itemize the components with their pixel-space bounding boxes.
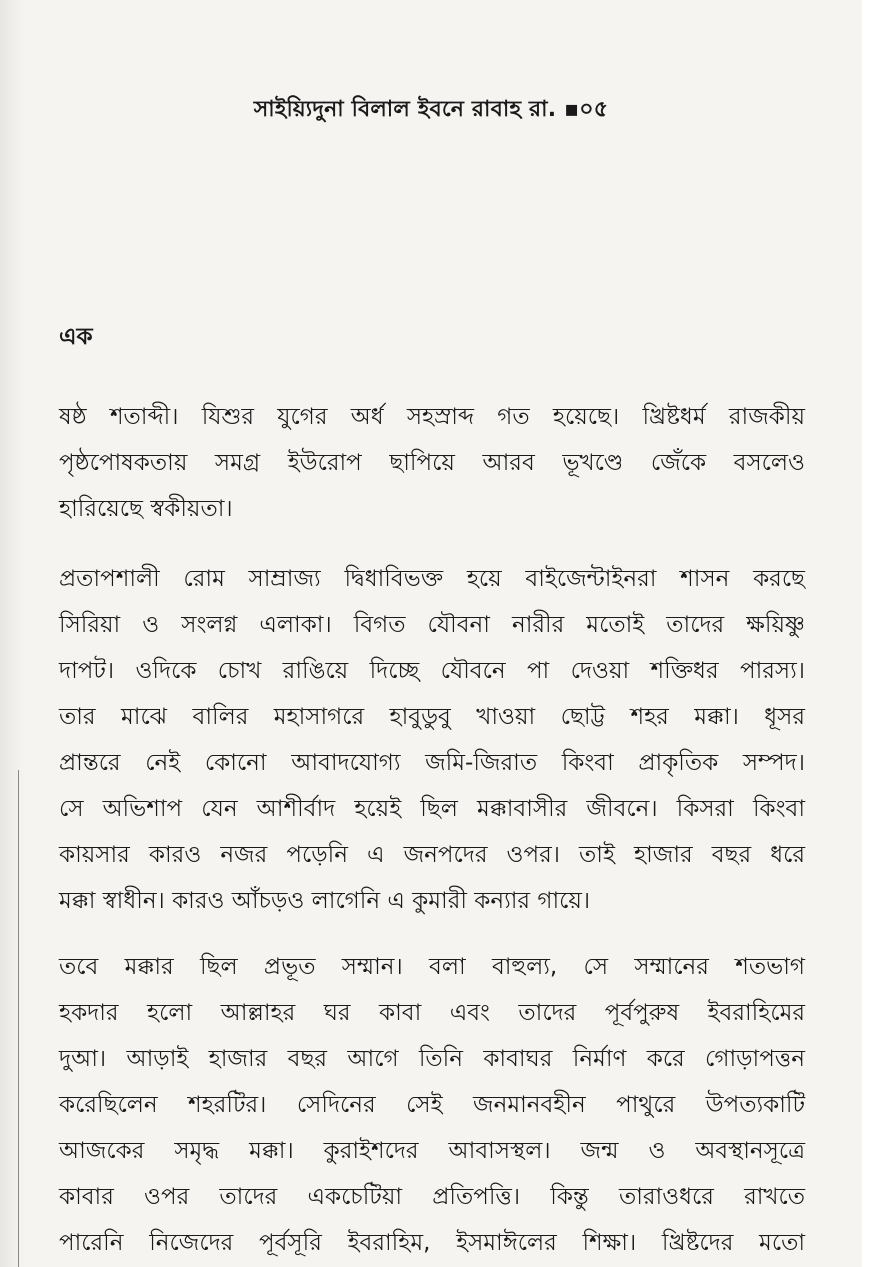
paragraph-line: করেছিলেন শহরটির। সেদিনের সেই জনমানবহীন পাথুরে উপত্যকাটি [59, 1092, 805, 1118]
paragraph-line: আজকের সমৃদ্ধ মক্কা। কুরাইশদের আবাসস্থল। জন্ম ও অবস্থানসূত্রে [59, 1138, 805, 1164]
paragraph-line: সে অভিশাপ যেন আশীর্বাদ হয়েই ছিল মক্কাবাসীর জীবনে। কিসরা কিংবা [59, 796, 805, 822]
paragraph-line: হারিয়েছে স্বকীয়তা। [59, 496, 233, 522]
paragraph-line: মক্কা স্বাধীন। কারও আঁচড়ও লাগেনি এ কুমারী কন্যার গায়ে। [59, 888, 591, 914]
paragraph-line: ষষ্ঠ শতাব্দী। যিশুর যুগের অর্ধ সহস্রাব্দ গত হয়েছে। খ্রিষ্টধর্ম রাজকীয় [59, 404, 805, 430]
paragraph-line: হকদার হলো আল্লাহর ঘর কাবা এবং তাদের পূর্বপুরুষ ইবরাহিমের [59, 1000, 805, 1026]
paragraph-line: তার মাঝে বালির মহাসাগরে হাবুডুবু খাওয়া ছোট্ট শহর মক্কা। ধূসর [59, 704, 805, 730]
page-edge [0, 0, 26, 1267]
paragraph-2 [59, 556, 805, 924]
paragraph-line: প্রতাপশালী রোম সাম্রাজ্য দ্বিধাবিভক্ত হয়ে বাইজেন্টাইনরা শাসন করছে [59, 566, 805, 592]
paragraph-line: দুআ। আড়াই হাজার বছর আগে তিনি কাবাঘর নির্মাণ করে গোড়াপত্তন [59, 1046, 805, 1072]
paragraph-line: সিরিয়া ও সংলগ্ন এলাকা। বিগত যৌবনা নারীর মতোই তাদের ক্ষয়িষ্ণু [59, 612, 805, 638]
section-heading: এক [59, 324, 93, 350]
paragraph-line: প্রান্তরে নেই কোনো আবাদযোগ্য জমি-জিরাত কিংবা প্রাকৃতিক সম্পদ। [59, 750, 805, 776]
page-edge-line [18, 770, 19, 1267]
paragraph-line: তবে মক্কার ছিল প্রভূত সম্মান। বলা বাহুল্য, সে সম্মানের শতভাগ [59, 954, 805, 980]
paragraph-1 [59, 394, 805, 532]
paragraph-line: পারেনি নিজেদের পূর্বসূরি ইবরাহিম, ইসমাঈলের শিক্ষা। খ্রিষ্টদের মতো [59, 1230, 805, 1256]
paragraph-line: কায়সার কারও নজর পড়েনি এ জনপদের ওপর। তাই হাজার বছর ধরে [59, 842, 805, 868]
paragraph-line: দাপট। ওদিকে চোখ রাঙিয়ে দিচ্ছে যৌবনে পা দেওয়া শক্তিধর পারস্য। [59, 658, 805, 684]
paragraph-line: পৃষ্ঠপোষকতায় সমগ্র ইউরোপ ছাপিয়ে আরব ভূখণ্ডে জেঁকে বসলেও [59, 450, 805, 476]
paragraph-line: কাবার ওপর তাদের একচেটিয়া প্রতিপত্তি। কিন্তু তারাওধরে রাখতে [59, 1184, 805, 1210]
paragraph-3 [59, 944, 805, 1266]
running-head: সাইয়্যিদুনা বিলাল ইবনে রাবাহ রা. ▪০৫ [253, 97, 609, 122]
